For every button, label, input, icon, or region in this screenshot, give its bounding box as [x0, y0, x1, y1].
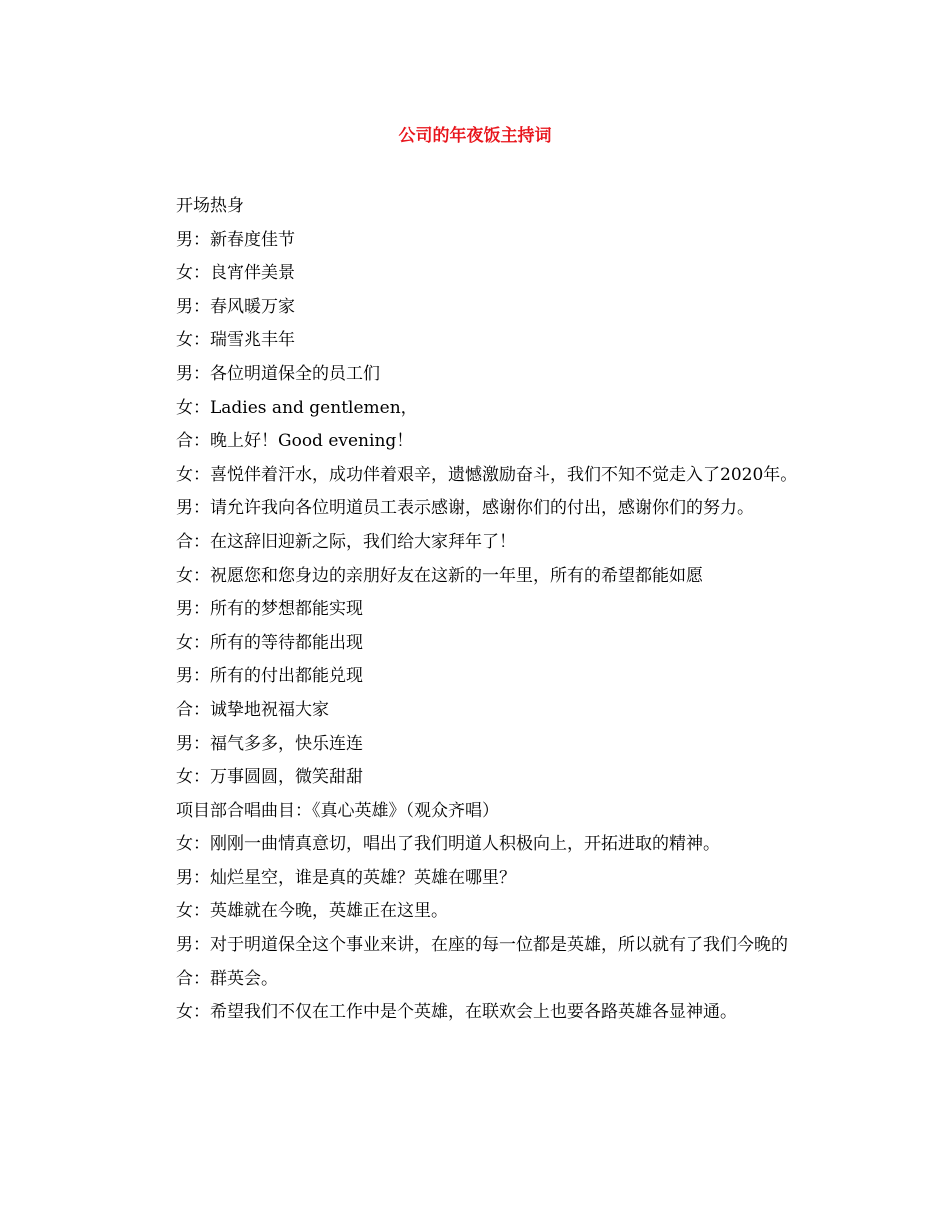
- document-title: 公司的年夜饭主持词: [398, 126, 552, 146]
- paragraph: 女：祝愿您和您身边的亲朋好友在这新的一年里，所有的希望都能如愿: [176, 565, 703, 586]
- paragraph: 男：灿烂星空，谁是真的英雄？英雄在哪里？: [176, 867, 516, 888]
- paragraph: 女：万事圆圆，微笑甜甜: [176, 767, 363, 788]
- paragraph: 男：新春度佳节: [176, 229, 295, 250]
- paragraph: 女：喜悦伴着汗水，成功伴着艰辛，遗憾激励奋斗，我们不知不觉走入了2020年。: [176, 464, 798, 485]
- paragraph: 男：请允许我向各位明道员工表示感谢，感谢你们的付出，感谢你们的努力。: [176, 498, 754, 519]
- paragraph: 合：诚挚地祝福大家: [176, 699, 329, 720]
- paragraph: 女：良宵伴美景: [176, 263, 295, 284]
- paragraph: 男：福气多多，快乐连连: [176, 733, 363, 754]
- paragraph: 女：刚刚一曲情真意切，唱出了我们明道人积极向上，开拓进取的精神。: [176, 834, 720, 855]
- paragraph: 男：所有的梦想都能实现: [176, 599, 363, 620]
- paragraph: 女：瑞雪兆丰年: [176, 330, 295, 351]
- paragraph: 合：群英会。: [176, 968, 278, 989]
- paragraph: 男：春风暖万家: [176, 296, 295, 317]
- paragraph: 女：所有的等待都能出现: [176, 632, 363, 653]
- paragraph: 女：Ladies and gentlemen，: [176, 397, 418, 418]
- paragraph: 合：晚上好！Good evening！: [176, 431, 414, 452]
- paragraph: 合：在这辞旧迎新之际，我们给大家拜年了！: [176, 531, 516, 552]
- paragraph: 男：所有的付出都能兑现: [176, 666, 363, 687]
- paragraph: 女：希望我们不仅在工作中是个英雄，在联欢会上也要各路英雄各显神通。: [176, 1002, 737, 1023]
- paragraph: 女：英雄就在今晚，英雄正在这里。: [176, 901, 448, 922]
- document-body: [138, 190, 816, 1030]
- paragraph: 项目部合唱曲目：《真心英雄》（观众齐唱）: [176, 800, 499, 821]
- paragraph: 男：各位明道保全的员工们: [176, 363, 380, 384]
- paragraph: 男：对于明道保全这个事业来讲，在座的每一位都是英雄，所以就有了我们今晚的: [176, 935, 788, 956]
- paragraph: 开场热身: [176, 196, 244, 216]
